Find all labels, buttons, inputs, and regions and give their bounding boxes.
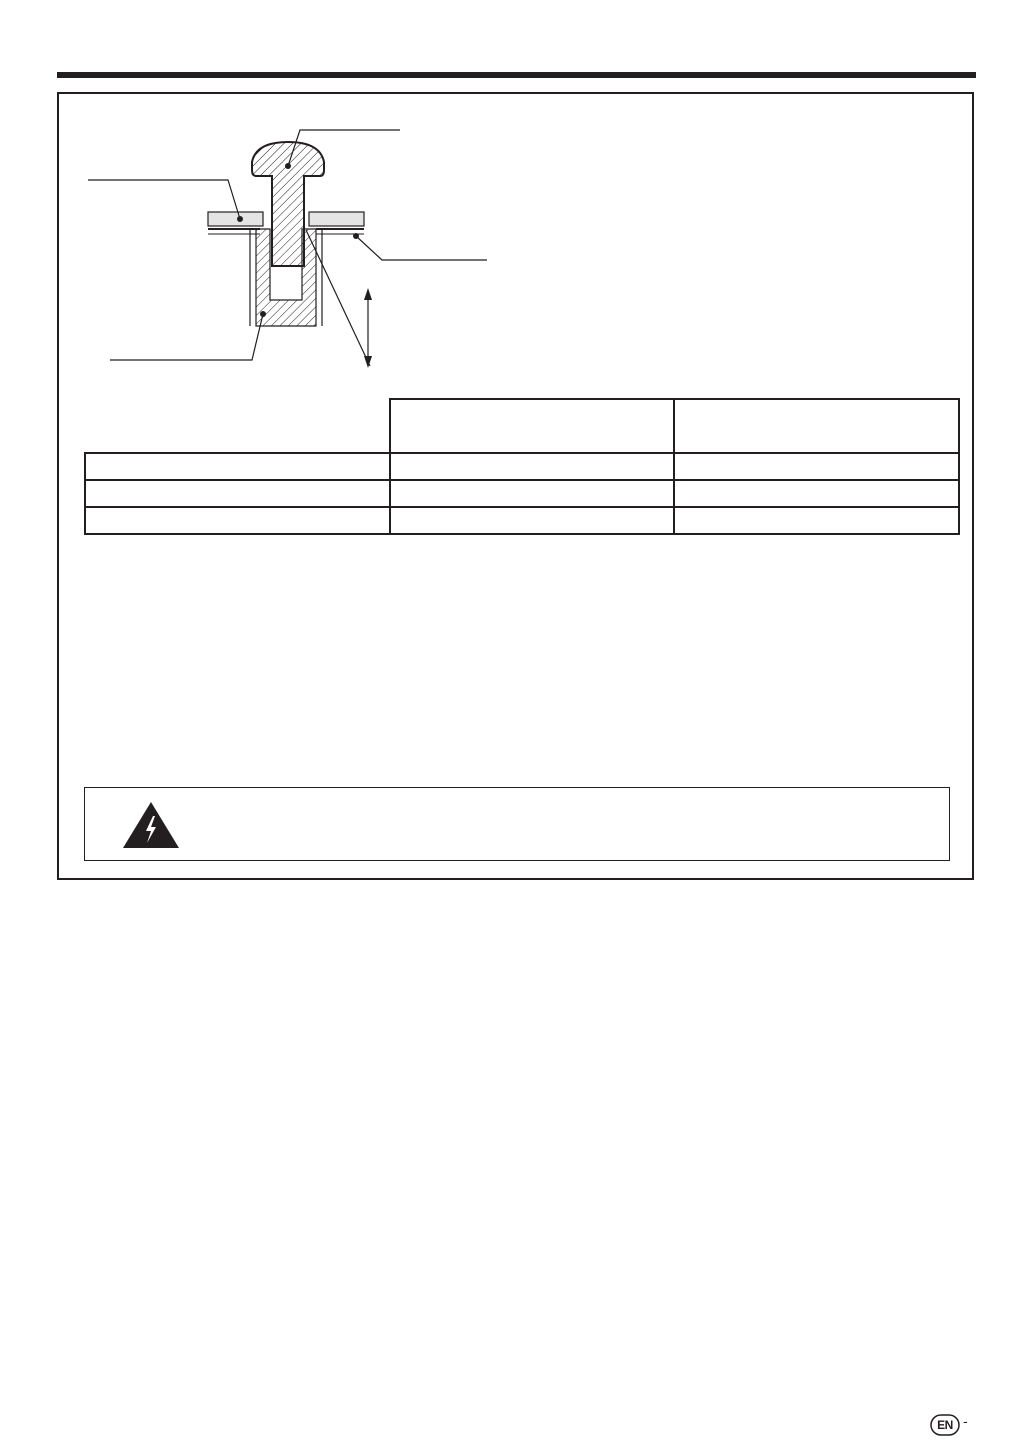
header-cell [390, 399, 674, 453]
table-cell [390, 453, 674, 480]
table-header-row [85, 399, 959, 453]
table-cell [390, 480, 674, 507]
table-cell [674, 453, 959, 480]
table-cell [674, 480, 959, 507]
language-badge-label: EN [937, 1418, 953, 1432]
table-row [85, 507, 959, 534]
table-row [85, 453, 959, 480]
spec-table [84, 398, 960, 535]
top-rule [57, 72, 976, 78]
table-cell [674, 507, 959, 534]
table-cell [390, 507, 674, 534]
warning-box [84, 787, 950, 861]
panel-plate-right [309, 212, 364, 226]
page-number-dash: - [963, 1413, 968, 1429]
table-cell [85, 480, 390, 507]
panel-plate-left [208, 212, 263, 226]
screw-mounting-diagram [80, 118, 500, 378]
header-cell-blank [85, 399, 390, 453]
table-cell [85, 453, 390, 480]
lightning-bolt-triangle-icon [121, 800, 181, 850]
table-row [85, 480, 959, 507]
table-cell [85, 507, 390, 534]
header-cell [674, 399, 959, 453]
